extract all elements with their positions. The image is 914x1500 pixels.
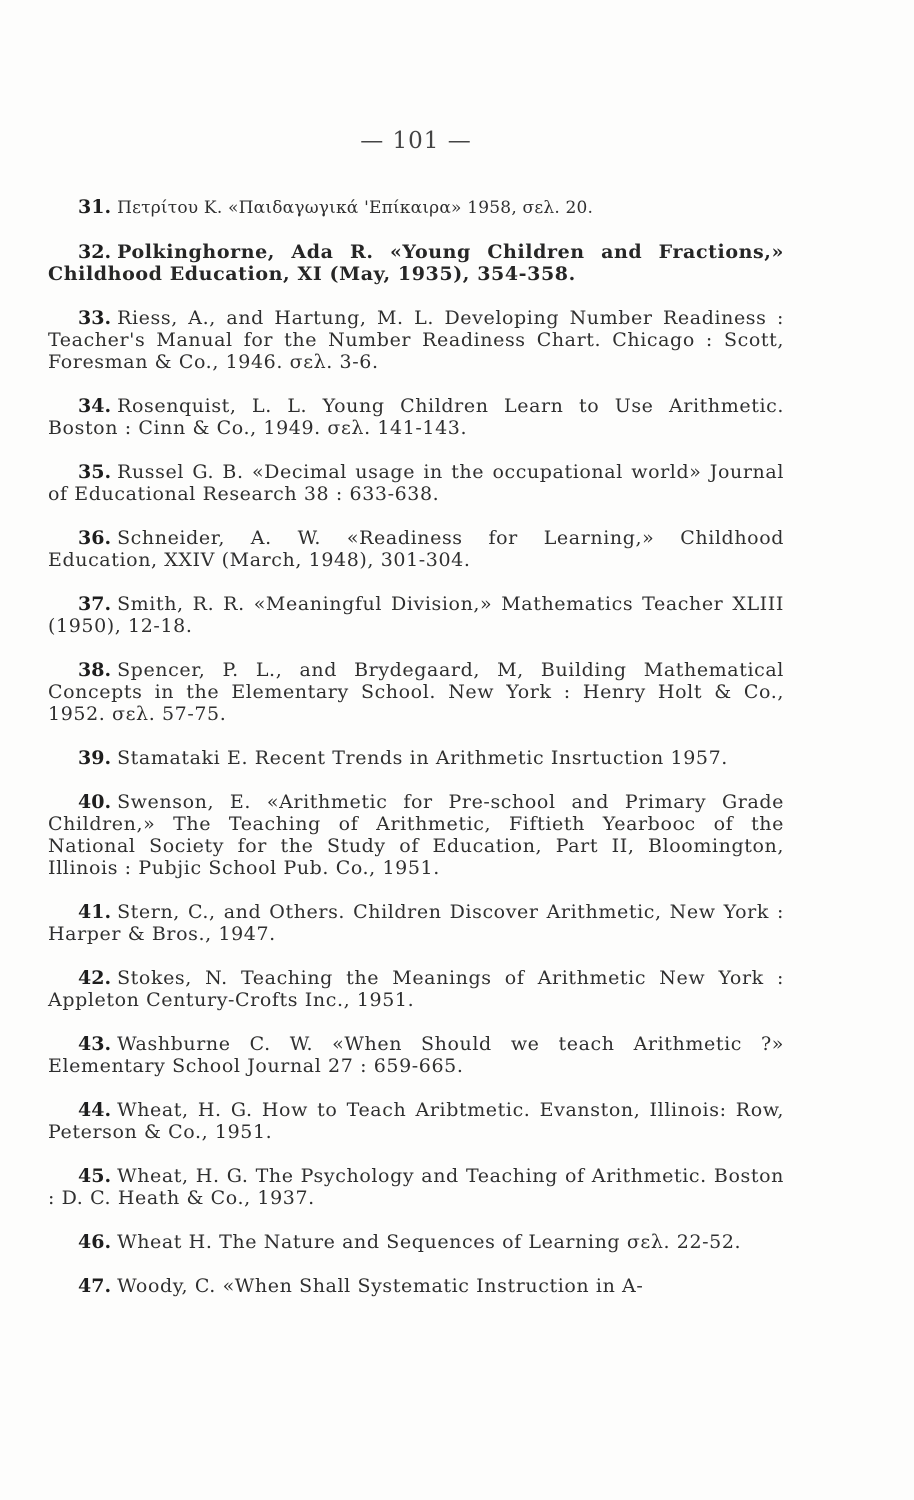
reference-item (48, 593, 784, 637)
reference-text: Stokes, N. Teaching the Meanings of Arithmetic New York : Appleton Century-Crofts Inc., 1951. (48, 967, 784, 1011)
reference-number: 36. (78, 527, 112, 549)
reference-number: 32. (78, 241, 112, 263)
reference-item (48, 307, 784, 373)
reference-number: 44. (78, 1099, 112, 1121)
reference-text: Stamataki E. Recent Trends in Arithmetic Insrtuction 1957. (117, 747, 728, 769)
reference-number: 40. (78, 791, 112, 813)
reference-text: Rosenquist, L. L. Young Children Learn to Use Arithmetic. Boston : Cinn & Co., 1949. σελ. 141-143. (48, 395, 784, 439)
reference-text: Stern, C., and Others. Children Discover Arithmetic, New York : Harper & Bros., 1947. (48, 901, 784, 945)
reference-text: Schneider, A. W. «Readiness for Learning,» Childhood Education, XXIV (March, 1948), 301-304. (48, 527, 784, 571)
reference-text: Πετρίτου Κ. «Παιδαγωγικά 'Επίκαιρα» 1958, σελ. 20. (117, 198, 594, 218)
reference-number: 41. (78, 901, 112, 923)
reference-item (48, 901, 784, 945)
reference-item (48, 659, 784, 725)
reference-item (48, 1033, 784, 1077)
reference-item (48, 1099, 784, 1143)
reference-text: Wheat H. The Nature and Sequences of Learning σελ. 22-52. (117, 1231, 742, 1253)
reference-text: Woody, C. «When Shall Systematic Instruction in A- (117, 1275, 644, 1297)
reference-number: 42. (78, 967, 112, 989)
reference-item (48, 747, 784, 769)
reference-item (48, 461, 784, 505)
reference-item (48, 1165, 784, 1209)
reference-number: 45. (78, 1165, 112, 1187)
reference-number: 47. (78, 1275, 112, 1297)
reference-text: Washburne C. W. «When Should we teach Arithmetic ?» Elementary School Journal 27 : 659-665. (48, 1033, 784, 1077)
reference-number: 46. (78, 1231, 112, 1253)
reference-text: Russel G. B. «Decimal usage in the occupational world» Journal of Educational Research 38 : 633-638. (48, 461, 784, 505)
reference-number: 35. (78, 461, 112, 483)
reference-text: Riess, A., and Hartung, M. L. Developing Number Readiness : Teacher's Manual for the Number Readiness Chart. Chicago : Scott, Foresman & Co., 1946. σελ. 3-6. (48, 307, 784, 373)
reference-number: 33. (78, 307, 112, 329)
reference-number: 43. (78, 1033, 112, 1055)
reference-number: 31. (78, 196, 112, 218)
reference-text: Polkinghorne, Ada R. «Young Children and Fractions,» Childhood Education, XI (May, 1935), 354-358. (48, 241, 784, 285)
reference-text: Wheat, H. G. How to Teach Aribtmetic. Evanston, Illinois: Row, Peterson & Co., 1951. (48, 1099, 784, 1143)
reference-list (48, 196, 784, 1297)
reference-item (48, 241, 784, 285)
reference-text: Swenson, E. «Arithmetic for Pre-school and Primary Grade Children,» The Teaching of Arithmetic, Fiftieth Yearbooc of the National Society for the Study of Education, Part II, Bloomington, Illinois : Pubjic School Pub. Co., 1951. (48, 791, 784, 879)
reference-number: 34. (78, 395, 112, 417)
reference-item (48, 791, 784, 879)
reference-text: Spencer, P. L., and Brydegaard, M, Building Mathematical Concepts in the Elementary School. New York : Henry Holt & Co., 1952. σελ. 57-75. (48, 659, 784, 725)
reference-number: 37. (78, 593, 112, 615)
reference-item (48, 967, 784, 1011)
reference-number: 39. (78, 747, 112, 769)
reference-text: Smith, R. R. «Meaningful Division,» Mathematics Teacher XLIII (1950), 12-18. (48, 593, 784, 637)
reference-item (48, 196, 784, 219)
reference-item (48, 1275, 784, 1297)
reference-item (48, 527, 784, 571)
reference-item (48, 395, 784, 439)
reference-number: 38. (78, 659, 112, 681)
reference-text: Wheat, H. G. The Psychology and Teaching of Arithmetic. Boston : D. C. Heath & Co., 1937. (48, 1165, 784, 1209)
reference-item (48, 1231, 784, 1253)
page-number: — 101 — (360, 128, 472, 154)
